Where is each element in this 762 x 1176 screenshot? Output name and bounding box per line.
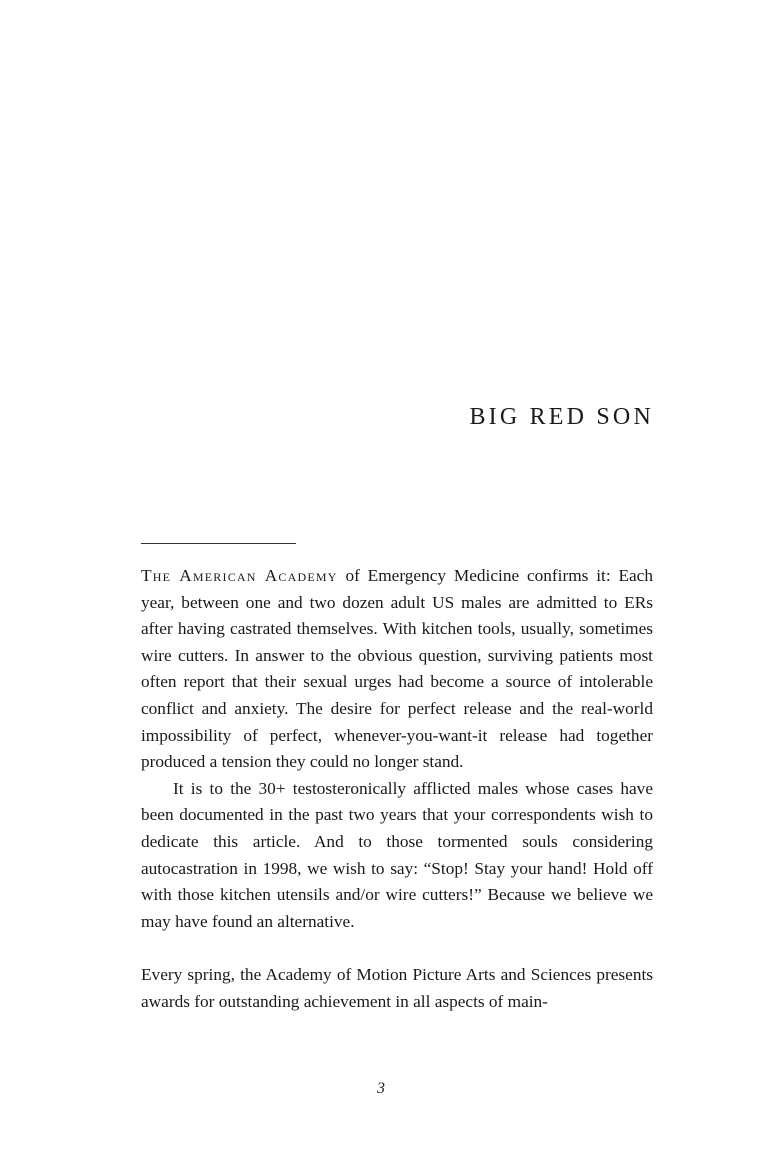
chapter-title: BIG RED SON <box>469 404 654 430</box>
paragraph-1-text: of Emergency Medicine confirms it: Each year, between one and two dozen adult US males are admitted to ERs after having castrated themselves. With kitchen tools, usually, sometimes wire cutters. In answer to the obvious question, surviving patients most often report that their sexual urges had become a source of intolerable conflict and anxiety. The desire for perfect release and the real-world impossibility of perfect, whenever-you-want-it release had together produced a tension they could no longer stand. <box>141 566 653 772</box>
section-rule <box>141 543 296 544</box>
paragraph-2: It is to the 30+ testosteronically afflicted males whose cases have been documented in the past two years that your correspondents wish to dedicate this article. And to those tormented souls considering autocastration in 1998, we wish to say: “Stop! Stay your hand! Hold off with those kitchen utensils and/or wire cutters!” Because we believe we may have found an alternative. <box>141 778 653 931</box>
paragraph-1 <box>141 563 653 776</box>
paragraph-lead-in: The American Academy <box>141 566 338 585</box>
paragraph-3: Every spring, the Academy of Motion Picture Arts and Sciences presents awards for outstanding achievement in all aspects of main- <box>141 964 653 1011</box>
body-text <box>141 563 653 1015</box>
page-number: 3 <box>377 1080 385 1097</box>
